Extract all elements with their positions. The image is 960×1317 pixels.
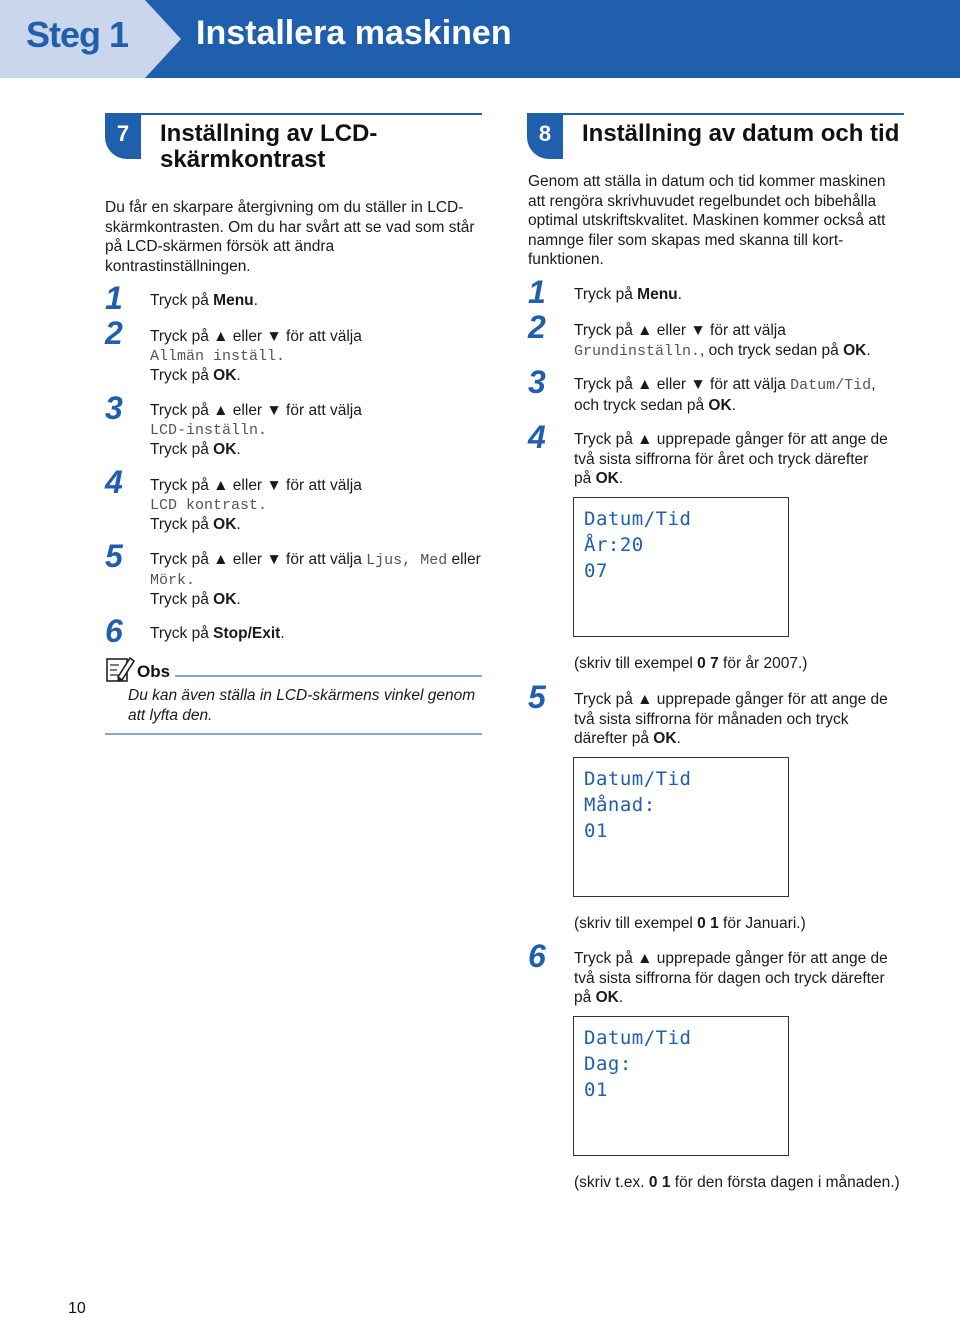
lcd-display: Datum/Tid Dag: 01: [573, 1016, 789, 1156]
step-text: Tryck på Stop/Exit.: [150, 625, 285, 642]
step-number: 4: [528, 419, 546, 455]
note-label: Obs: [137, 662, 171, 681]
step-text: Tryck på ▲ eller ▼ för att välja Allmän inställ. Tryck på OK.: [150, 328, 362, 384]
step-number: 3: [528, 364, 546, 400]
step-number: 1: [105, 280, 123, 316]
step-text: Tryck på Menu.: [150, 292, 258, 309]
step-number: 3: [105, 390, 123, 426]
step-number: 6: [105, 613, 123, 649]
lcd-caption: (skriv till exempel 0 7 för år 2007.): [574, 655, 808, 672]
note-pencil-icon: [105, 655, 135, 683]
step-number: 1: [528, 274, 546, 310]
lcd-display: Datum/Tid Månad: 01: [573, 757, 789, 897]
step-number: 4: [105, 464, 123, 500]
step-text: Tryck på ▲ eller ▼ för att välja Ljus, Med eller Mörk. Tryck på OK.: [150, 551, 481, 608]
section-8-number: 8: [527, 113, 563, 159]
step-number: 2: [528, 309, 546, 345]
step-number: 5: [105, 538, 123, 574]
note-text: Du kan även ställa in LCD-skärmens vinkel genom att lyfta den.: [128, 687, 476, 724]
step-text: Tryck på ▲ upprepade gånger för att ange de två sista siffrorna för året och tryck därefter på OK.: [574, 431, 888, 487]
step-label: Steg 1: [26, 14, 129, 55]
section-8-rule: [527, 113, 904, 115]
step-text: Tryck på ▲ eller ▼ för att välja Datum/Tid, och tryck sedan på OK.: [574, 376, 876, 414]
step-number: 5: [528, 679, 546, 715]
step-text: Tryck på Menu.: [574, 286, 682, 303]
note-rule-top: [175, 675, 482, 677]
section-7-rule: [105, 113, 482, 115]
step-text: Tryck på ▲ upprepade gånger för att ange de två sista siffrorna för dagen och tryck därefter på OK.: [574, 950, 888, 1006]
step-text: Tryck på ▲ eller ▼ för att välja Grundinställn., och tryck sedan på OK.: [574, 322, 871, 360]
step-text: Tryck på ▲ eller ▼ för att välja LCD-inställn. Tryck på OK.: [150, 402, 362, 458]
page-number: 10: [68, 1300, 86, 1317]
page-title: Installera maskinen: [196, 14, 512, 52]
section-7-title: Inställning av LCD- skärmkontrast: [160, 120, 378, 173]
section-8-title: Inställning av datum och tid: [582, 120, 900, 147]
section-8-intro: Genom att ställa in datum och tid kommer maskinen att rengöra skrivhuvudet regelbundet och bibehålla optimal utskriftskvalitet. Maskinen kommer också att namnge filer som skapas med skanna till kort- funktionen.: [528, 173, 886, 268]
step-number: 2: [105, 315, 123, 351]
step-text: Tryck på ▲ eller ▼ för att välja LCD kontrast. Tryck på OK.: [150, 477, 362, 533]
step-badge-arrow: [145, 0, 181, 78]
section-7-intro: Du får en skarpare återgivning om du ställer in LCD- skärmkontrasten. Om du har svårt att se vad som står på LCD-skärmen försök att ändra kontrastinställningen.: [105, 199, 475, 275]
lcd-caption: (skriv t.ex. 0 1 för den första dagen i månaden.): [574, 1174, 900, 1191]
lcd-caption: (skriv till exempel 0 1 för Januari.): [574, 915, 806, 932]
step-text: Tryck på ▲ upprepade gånger för att ange de två sista siffrorna för månaden och tryck därefter på OK.: [574, 691, 888, 747]
section-7-number: 7: [105, 113, 141, 159]
note-rule-bottom: [105, 733, 482, 735]
lcd-display: Datum/Tid År:20 07: [573, 497, 789, 637]
step-number: 6: [528, 938, 546, 974]
